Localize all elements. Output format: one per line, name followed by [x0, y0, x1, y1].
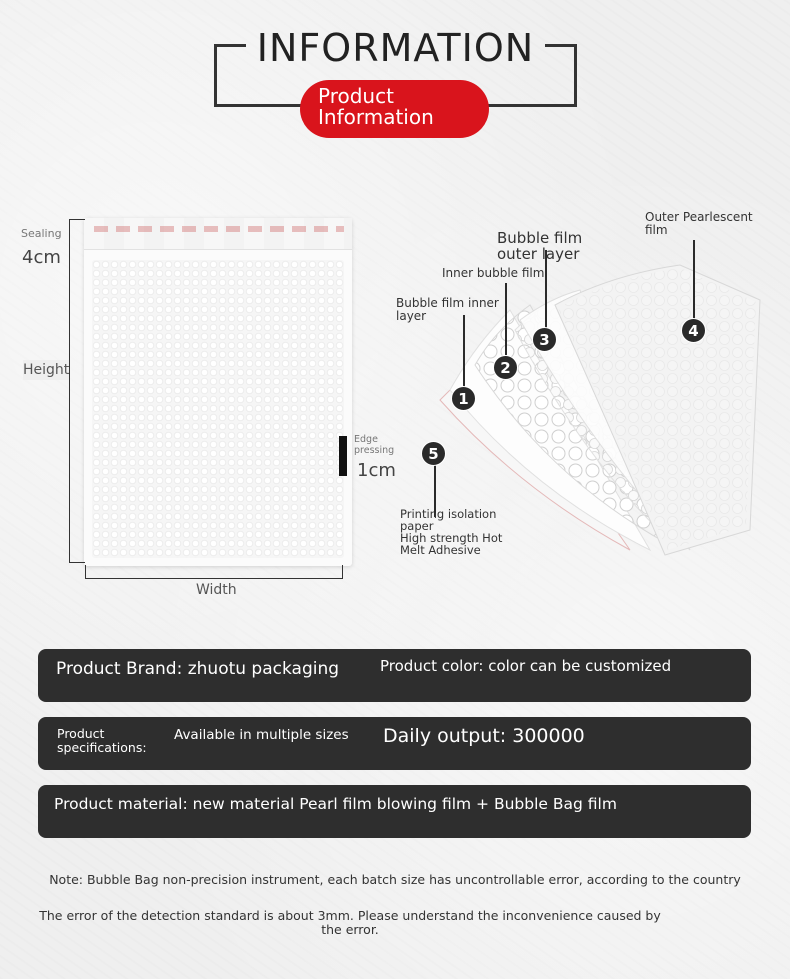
label-printing-line1: Printing isolation: [400, 507, 497, 521]
label-adhesive-line1: High strength Hot: [400, 531, 503, 545]
label-printing-line2: paper: [400, 519, 434, 533]
leader-line-1: [463, 315, 465, 387]
bag-sealing-flap: [84, 218, 352, 250]
product-specs-label-line2: specifications:: [57, 740, 147, 755]
label-outer-pearlescent-line1: Outer Pearlescent: [645, 210, 753, 224]
info-box-material: [38, 785, 751, 838]
width-dimension-tick-left: [85, 565, 86, 579]
edge-pressing-label-line1: Edge: [354, 434, 378, 445]
product-material: Product material: new material Pearl film blowing film + Bubble Bag film: [54, 795, 617, 813]
product-color: Product color: color can be customized: [380, 657, 672, 675]
sealing-label: Sealing: [21, 227, 62, 240]
width-label: Width: [196, 582, 237, 598]
edge-pressing-marker: [339, 436, 347, 476]
bag-bubble-body: [92, 260, 344, 558]
width-dimension-line: [85, 578, 343, 579]
product-specs-value: Available in multiple sizes: [174, 727, 349, 743]
page-title: INFORMATION: [256, 26, 535, 70]
daily-output: Daily output: 300000: [383, 725, 585, 747]
bag-flap-print: [94, 226, 344, 232]
layer-number-4: 4: [681, 318, 706, 343]
leader-line-4: [693, 240, 695, 320]
label-bubble-inner-line2: layer: [396, 309, 427, 323]
height-dimension-tick-top: [69, 219, 85, 220]
bubble-bag-image: [84, 218, 352, 566]
note-line-1: Note: Bubble Bag non-precision instrument, each batch size has uncontrollable error, according to the country: [49, 872, 741, 887]
layer-number-2: 2: [493, 355, 518, 380]
product-specs-label: [57, 727, 147, 755]
label-bubble-outer-line2: outer layer: [497, 245, 580, 263]
section-badge-line1: Product: [318, 84, 394, 108]
header-line-bottom-right: [486, 104, 577, 107]
height-dimension-tick-bottom: [69, 562, 85, 563]
edge-pressing-label-line2: pressing: [354, 445, 395, 456]
label-bubble-outer-line1: Bubble film: [497, 229, 583, 247]
width-dimension-tick-right: [342, 565, 343, 579]
label-bubble-inner-line1: Bubble film inner: [396, 296, 499, 310]
section-badge: [300, 80, 489, 138]
label-outer-pearlescent-line2: film: [645, 223, 668, 237]
label-bubble-outer: [497, 230, 582, 262]
label-printing-adhesive: [400, 508, 502, 556]
height-dimension-line: [69, 219, 70, 563]
label-bubble-inner: [396, 297, 499, 323]
layer-number-5: 5: [421, 441, 446, 466]
edge-pressing-value: 1cm: [357, 460, 396, 481]
label-adhesive-line2: Melt Adhesive: [400, 543, 481, 557]
info-box-specs-output: [38, 717, 751, 770]
product-specs-label-line1: Product: [57, 726, 105, 741]
note-line-2a: The error of the detection standard is about 3mm. Please understand the inconvenience caused by: [39, 908, 661, 923]
label-inner-bubble: Inner bubble film: [442, 266, 545, 280]
sealing-value: 4cm: [22, 247, 61, 268]
note-line-2b: the error.: [321, 922, 379, 937]
info-box-brand-color: [38, 649, 751, 702]
product-brand: Product Brand: zhuotu packaging: [56, 659, 340, 679]
section-badge-line2: Information: [318, 105, 434, 129]
height-label: Height: [23, 362, 70, 378]
leader-line-2: [505, 283, 507, 355]
header-line-bottom-left: [214, 104, 304, 107]
layer-number-3: 3: [532, 327, 557, 352]
layer-number-1: 1: [451, 386, 476, 411]
label-outer-pearlescent: [645, 211, 753, 237]
